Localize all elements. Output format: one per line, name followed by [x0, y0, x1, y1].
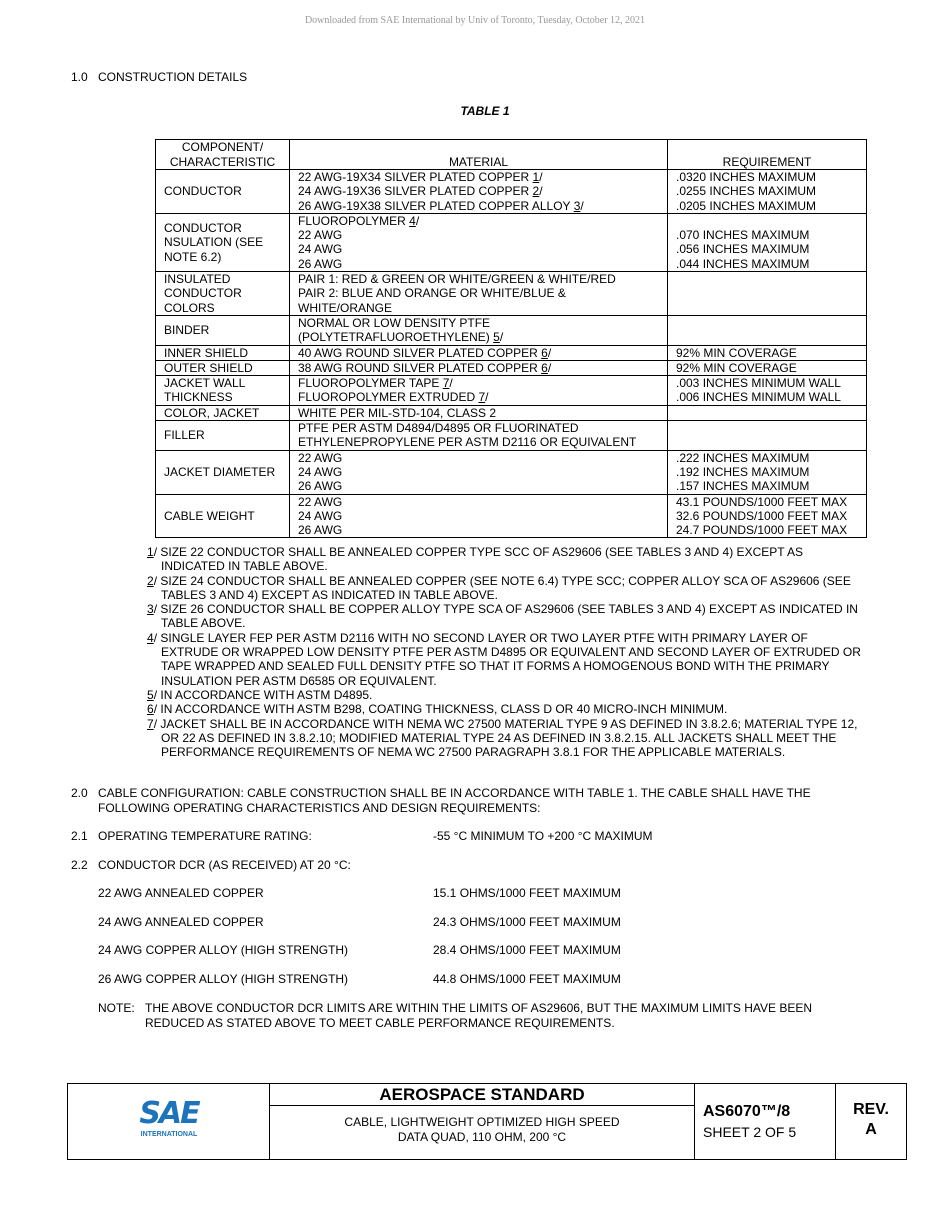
cell-label: JACKET DIAMETER — [156, 450, 290, 494]
material-line: PTFE PER ASTM D4894/D4895 OR FLUORINATED — [298, 421, 579, 436]
table-row-insulation — [156, 213, 867, 271]
section-1-title: CONSTRUCTION DETAILS — [98, 70, 248, 84]
cell-material — [290, 272, 668, 316]
cell-material: 40 AWG ROUND SILVER PLATED COPPER 6/ — [290, 345, 668, 360]
table-note — [147, 602, 867, 631]
dcr-item-value: 28.4 OHMS/1000 FEET MAXIMUM — [433, 943, 621, 957]
cell-label: COLOR, JACKET — [156, 405, 290, 420]
table-note — [147, 631, 867, 688]
label-line: NOTE 6.2) — [164, 249, 222, 264]
table-row-color-jacket — [156, 405, 867, 420]
material-line: 24 AWG — [298, 464, 343, 479]
logo-cell — [68, 1084, 269, 1159]
requirement-line: .0205 INCHES MAXIMUM — [676, 198, 817, 213]
material-line: 24 AWG — [298, 508, 343, 523]
cell-requirement — [668, 170, 867, 214]
dcr-item-label: 26 AWG COPPER ALLOY (HIGH STRENGTH) — [98, 972, 349, 986]
section-2-2-number: 2.2 — [71, 858, 88, 872]
material-line: 22 AWG — [298, 450, 343, 465]
cell-label: INNER SHIELD — [156, 345, 290, 360]
note-number: 6 — [147, 702, 154, 717]
standard-description — [270, 1115, 694, 1145]
cell-requirement — [668, 213, 867, 271]
dcr-item-value: 24.3 OHMS/1000 FEET MAXIMUM — [433, 915, 621, 929]
revision-value: A — [865, 1121, 877, 1138]
document-number: AS6070™/8 — [703, 1103, 791, 1120]
label-line: INSULATED — [164, 272, 231, 287]
note-number: 1 — [147, 545, 154, 559]
material-line: PAIR 2: BLUE AND ORANGE OR WHITE/BLUE & — [298, 286, 566, 301]
footnote-ref: 2 — [532, 184, 540, 199]
table-note — [147, 688, 867, 702]
dcr-item-value: 15.1 OHMS/1000 FEET MAXIMUM — [433, 886, 621, 900]
material-line: NORMAL OR LOW DENSITY PTFE — [298, 315, 491, 330]
header-component: COMPONENT/ CHARACTERISTIC — [156, 140, 290, 170]
section-2-1-number: 2.1 — [71, 829, 88, 843]
material-line: 22 AWG — [298, 494, 343, 509]
table-row-filler — [156, 421, 867, 451]
footnote-ref: 5 — [493, 330, 500, 345]
cell-label: CONDUCTOR — [156, 170, 290, 214]
requirement-line: .070 INCHES MAXIMUM — [676, 228, 810, 243]
dcr-note-label: NOTE: — [98, 1001, 135, 1015]
note-number: 3 — [147, 602, 154, 617]
dcr-item-label: 24 AWG COPPER ALLOY (HIGH STRENGTH) — [98, 943, 349, 957]
table-note — [147, 574, 867, 603]
label-line: CONDUCTOR — [164, 221, 242, 236]
material-line: PAIR 1: RED & GREEN OR WHITE/GREEN & WHITE/RED — [298, 272, 616, 287]
requirement-line: .222 INCHES MAXIMUM — [676, 450, 810, 465]
table-row-inner-shield — [156, 345, 867, 360]
label-line: NSULATION (SEE — [164, 235, 264, 250]
material-line: 24 AWG-19X36 SILVER PLATED COPPER — [298, 184, 533, 199]
dcr-item-label: 22 AWG ANNEALED COPPER — [98, 886, 264, 900]
cell-requirement — [668, 315, 867, 345]
section-2-line: FOLLOWING OPERATING CHARACTERISTICS AND DESIGN REQUIREMENTS: — [98, 801, 541, 815]
note-text: / SIZE 22 CONDUCTOR SHALL BE ANNEALED COPPER TYPE SCC OF AS29606 (SEE TABLES 3 AND 4) EXCEPT AS INDICATED IN TABLE ABOVE. — [153, 545, 804, 574]
sheet-number: SHEET 2 OF 5 — [703, 1124, 797, 1140]
cell-material: WHITE PER MIL-STD-104, CLASS 2 — [290, 405, 668, 420]
footnote-ref: 3 — [573, 198, 581, 213]
dcr-note-line: THE ABOVE CONDUCTOR DCR LIMITS ARE WITHIN THE LIMITS OF AS29606, BUT THE MAXIMUM LIMITS HAVE BEEN — [145, 1001, 813, 1015]
cell-label — [156, 213, 290, 271]
cell-requirement — [668, 405, 867, 420]
cell-requirement: 92% MIN COVERAGE — [668, 345, 867, 360]
material-line: ETHYLENEPROPYLENE PER ASTM D2116 OR EQUIVALENT — [298, 435, 637, 450]
table-header-row — [156, 140, 867, 170]
requirement-line: .0320 INCHES MAXIMUM — [676, 170, 817, 184]
revision-cell — [835, 1084, 907, 1159]
dcr-item-value: 44.8 OHMS/1000 FEET MAXIMUM — [433, 972, 621, 986]
requirement-line: .056 INCHES MAXIMUM — [676, 242, 810, 257]
cell-label: CABLE WEIGHT — [156, 494, 290, 538]
footnote-ref: 7 — [442, 376, 450, 391]
label-line: CONDUCTOR — [164, 286, 242, 301]
description-line: CABLE, LIGHTWEIGHT OPTIMIZED HIGH SPEED — [344, 1115, 620, 1129]
construction-table — [155, 139, 867, 538]
label-line: COLORS — [164, 300, 215, 315]
material-line: WHITE/ORANGE — [298, 300, 393, 315]
cell-material: NORMAL OR LOW DENSITY PTFE (POLYTETRAFLUOROETHYLENE) 5/ — [290, 315, 668, 345]
cell-label — [156, 272, 290, 316]
note-text: / SINGLE LAYER FEP PER ASTM D2116 WITH NO SECOND LAYER OR TWO LAYER PTFE WITH PRIMARY LAYER OF EXTRUDE OR WRAPPED LOW DENSITY PTFE PER ASTM D4895 OR EQUIVALENT AND SECOND LAYER OF EXTRUDED OR TAPE WRAPPED AND SEALED FULL DENSITY PTFE SO THAT IT FORMS A HOMOGENOUS BOND WITH THE PRIMARY INSULATION PER ASTM D6585 OR EQUIVALENT. — [153, 630, 861, 688]
cell-material: 38 AWG ROUND SILVER PLATED COPPER 6/ — [290, 360, 668, 375]
table-row-binder — [156, 315, 867, 345]
note-text: / SIZE 24 CONDUCTOR SHALL BE ANNEALED COPPER (SEE NOTE 6.4) TYPE SCC; COPPER ALLOY SCA OF AS29606 (SEE TABLES 3 AND 4) EXCEPT AS INDICATED IN TABLE ABOVE. — [153, 573, 851, 602]
note-text: / IN ACCORDANCE WITH ASTM D4895. — [153, 687, 373, 702]
requirement-line: .192 INCHES MAXIMUM — [676, 464, 810, 479]
requirement-line: .006 INCHES MINIMUM WALL — [676, 390, 841, 405]
cell-requirement — [668, 376, 867, 406]
cell-requirement — [668, 450, 867, 494]
table-row-jacket-diameter — [156, 450, 867, 494]
cell-requirement — [668, 272, 867, 316]
material-line: (POLYTETRAFLUOROETHYLENE) — [298, 330, 494, 345]
footnote-ref: 6 — [541, 360, 548, 375]
dcr-item-label: 24 AWG ANNEALED COPPER — [98, 915, 264, 929]
note-text: / SIZE 26 CONDUCTOR SHALL BE COPPER ALLOY TYPE SCA OF AS29606 (SEE TABLES 3 AND 4) EXCEPT AS INDICATED IN TABLE ABOVE. — [153, 602, 858, 631]
table-row-jacket-wall — [156, 376, 867, 406]
requirement-line: 24.7 POUNDS/1000 FEET MAX — [676, 523, 848, 538]
material-line: 26 AWG-19X38 SILVER PLATED COPPER ALLOY — [298, 198, 574, 213]
material-line: 40 AWG ROUND SILVER PLATED COPPER — [298, 345, 542, 360]
requirement-line: .044 INCHES MAXIMUM — [676, 256, 810, 271]
requirement-line: 32.6 POUNDS/1000 FEET MAX — [676, 508, 848, 523]
footnote-ref: 4 — [409, 213, 416, 228]
table-row-cable-weight — [156, 494, 867, 538]
doc-number-cell — [694, 1084, 835, 1159]
title-cell — [269, 1084, 694, 1159]
standard-title: AEROSPACE STANDARD — [270, 1084, 694, 1106]
cell-material: 22 AWG-19X34 SILVER PLATED COPPER 1/ 24 AWG-19X36 SILVER PLATED COPPER 2/ 26 AWG-19X38 SILVER PLATED COPPER ALLOY 3/ — [290, 170, 668, 214]
section-2-2-label: CONDUCTOR DCR (AS RECEIVED) AT 20 °C: — [98, 858, 351, 872]
cell-label: OUTER SHIELD — [156, 360, 290, 375]
description-line: DATA QUAD, 110 OHM, 200 °C — [397, 1130, 567, 1144]
label-line: JACKET WALL — [164, 376, 246, 391]
cell-label: FILLER — [156, 421, 290, 451]
cell-material — [290, 450, 668, 494]
label-line: THICKNESS — [164, 390, 233, 405]
material-line: 26 AWG — [298, 523, 343, 538]
table-row-colors — [156, 272, 867, 316]
table-caption: TABLE 1 — [460, 104, 510, 118]
section-2-1-value: -55 °C MINIMUM TO +200 °C MAXIMUM — [433, 829, 653, 843]
revision-label: REV. — [853, 1101, 889, 1118]
note-number: 2 — [147, 573, 154, 588]
table-row-conductor — [156, 170, 867, 214]
material-line: 38 AWG ROUND SILVER PLATED COPPER — [298, 360, 542, 375]
material-line: FLUOROPOLYMER — [298, 213, 410, 228]
section-2-line: CABLE CONFIGURATION: CABLE CONSTRUCTION SHALL BE IN ACCORDANCE WITH TABLE 1. THE CABLE SHALL HAVE THE — [98, 786, 811, 800]
note-number: 4 — [147, 630, 154, 645]
footnote-ref: 1 — [532, 170, 540, 184]
section-2-number: 2.0 — [71, 786, 88, 800]
note-number: 7 — [147, 716, 154, 731]
material-line: 24 AWG — [298, 242, 343, 257]
requirement-line: 43.1 POUNDS/1000 FEET MAX — [676, 494, 848, 509]
download-notice: Downloaded from SAE International by Univ of Toronto, Tuesday, October 12, 2021 — [304, 15, 646, 26]
note-text: / IN ACCORDANCE WITH ASTM B298, COATING THICKNESS, CLASS D OR 40 MICRO-INCH MINIMUM. — [153, 702, 728, 717]
material-line: 26 AWG — [298, 479, 343, 494]
cell-material: FLUOROPOLYMER TAPE 7/ FLUOROPOLYMER EXTRUDED 7/ — [290, 376, 668, 406]
title-block — [67, 1083, 907, 1160]
header-material: MATERIAL — [290, 140, 668, 170]
section-2-1-label: OPERATING TEMPERATURE RATING: — [98, 829, 312, 843]
cell-requirement — [668, 421, 867, 451]
material-line: FLUOROPOLYMER TAPE — [298, 376, 443, 391]
cell-material — [290, 494, 668, 538]
requirement-line: .003 INCHES MINIMUM WALL — [676, 376, 841, 391]
requirement-line: .0255 INCHES MAXIMUM — [676, 184, 817, 199]
table-row-outer-shield — [156, 360, 867, 375]
cell-material — [290, 421, 668, 451]
material-line: 26 AWG — [298, 256, 343, 271]
cell-requirement — [668, 494, 867, 538]
material-line: 22 AWG-19X34 SILVER PLATED COPPER — [298, 170, 533, 184]
section-1-number: 1.0 — [71, 70, 88, 84]
note-text: / JACKET SHALL BE IN ACCORDANCE WITH NEMA WC 27500 MATERIAL TYPE 9 AS DEFINED IN 3.8.2.6; MATERIAL TYPE 12, OR 22 AS DEFINED IN 3.8.2.10; MODIFIED MATERIAL TYPE 24 AS DEFINED IN 3.8.2.15. ALL JACKETS SHALL MEET THE PERFORMANCE REQUIREMENTS OF NEMA WC 27500 PARAGRAPH 3.8.1 FOR THE APPLICABLE MATERIALS. — [153, 716, 858, 760]
dcr-note-line: REDUCED AS STATED ABOVE TO MEET CABLE PERFORMANCE REQUIREMENTS. — [145, 1016, 615, 1030]
material-line: FLUOROPOLYMER EXTRUDED — [298, 390, 479, 405]
requirement-line: .157 INCHES MAXIMUM — [676, 479, 810, 494]
header-requirement: REQUIREMENT — [668, 140, 867, 170]
cell-label: BINDER — [156, 315, 290, 345]
table-note — [147, 717, 867, 760]
table-note — [147, 702, 867, 716]
cell-label — [156, 376, 290, 406]
cell-material: FLUOROPOLYMER 4/ 22 AWG 24 AWG 26 AWG — [290, 213, 668, 271]
footnote-ref: 7 — [478, 390, 486, 405]
sae-logo: SAE — [139, 1096, 199, 1131]
sae-logo-subtitle: INTERNATIONAL — [140, 1131, 198, 1138]
cell-requirement: 92% MIN COVERAGE — [668, 360, 867, 375]
table-note — [147, 545, 867, 574]
material-line: 22 AWG — [298, 228, 343, 243]
table-notes — [147, 545, 867, 759]
footnote-ref: 6 — [541, 345, 548, 360]
note-number: 5 — [147, 687, 154, 702]
